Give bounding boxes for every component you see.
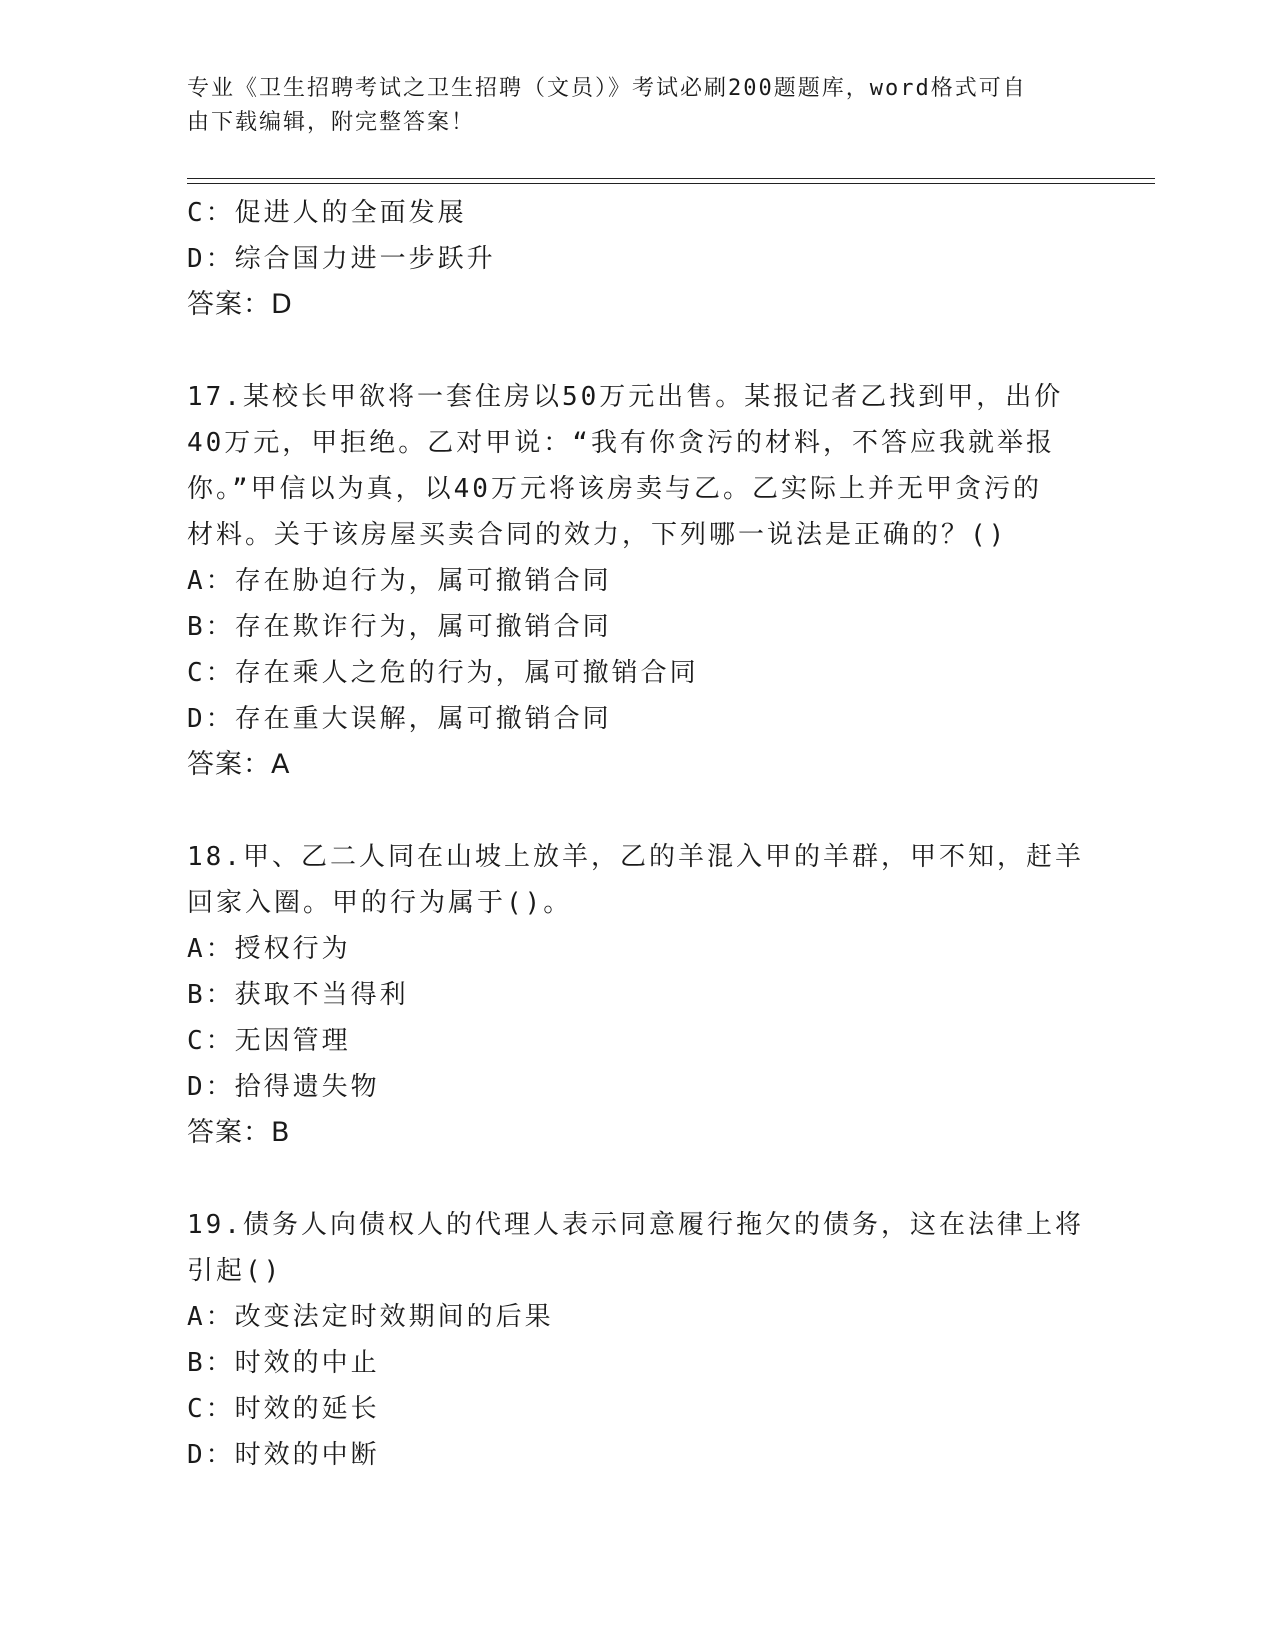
question-17-option-b: B：存在欺诈行为，属可撤销合同 — [187, 612, 612, 642]
question-18-answer: 答案：B — [187, 1117, 291, 1148]
question-17-stem-line-1: 17.某校长甲欲将一套住房以50万元出售。某报记者乙找到甲，出价 — [187, 382, 1064, 412]
header-line-1: 专业《卫生招聘考试之卫生招聘（文员）》考试必刷200题题库，word格式可自 — [187, 76, 1027, 101]
question-17-stem-line-4: 材料。关于该房屋买卖合同的效力，下列哪一说法是正确的？() — [187, 520, 1008, 550]
question-18-stem-line-1: 18.甲、乙二人同在山坡上放羊，乙的羊混入甲的羊群，甲不知，赶羊 — [187, 842, 1084, 872]
question-19-option-c: C：时效的延长 — [187, 1394, 380, 1424]
question-19-option-b: B：时效的中止 — [187, 1348, 380, 1378]
question-18-option-d: D：拾得遗失物 — [187, 1072, 380, 1102]
question-19-option-a: A：改变法定时效期间的后果 — [187, 1302, 554, 1332]
question-18-stem-line-2: 回家入圈。甲的行为属于()。 — [187, 888, 573, 918]
header-divider-bottom — [187, 183, 1155, 184]
header-divider-top — [187, 178, 1155, 179]
question-18-option-c: C：无因管理 — [187, 1026, 351, 1056]
question-17-option-a: A：存在胁迫行为，属可撤销合同 — [187, 566, 612, 596]
option-d: D：综合国力进一步跃升 — [187, 244, 496, 274]
question-19-stem-line-1: 19.债务人向债权人的代理人表示同意履行拖欠的债务，这在法律上将 — [187, 1210, 1084, 1240]
question-19 — [187, 1202, 1087, 1478]
question-18-option-b: B：获取不当得利 — [187, 980, 409, 1010]
question-19-stem-line-2: 引起() — [187, 1256, 283, 1286]
document-header — [187, 72, 1067, 140]
question-17-stem-line-2: 40万元，甲拒绝。乙对甲说：“我有你贪污的材料，不答应我就举报 — [187, 428, 1055, 458]
question-17-option-c: C：存在乘人之危的行为，属可撤销合同 — [187, 658, 699, 688]
previous-question-tail — [187, 190, 1087, 328]
answer-line: 答案：D — [187, 289, 293, 320]
question-17-option-d: D：存在重大误解，属可撤销合同 — [187, 704, 612, 734]
question-17-answer: 答案：A — [187, 749, 291, 780]
header-line-2: 由下载编辑，附完整答案！ — [187, 110, 476, 135]
option-c: C：促进人的全面发展 — [187, 198, 467, 228]
question-18 — [187, 834, 1087, 1156]
question-17 — [187, 374, 1087, 788]
question-19-option-d: D：时效的中断 — [187, 1440, 380, 1470]
question-17-stem-line-3: 你。”甲信以为真，以40万元将该房卖与乙。乙实际上并无甲贪污的 — [187, 474, 1042, 504]
question-content — [187, 190, 1087, 1478]
question-18-option-a: A：授权行为 — [187, 934, 351, 964]
